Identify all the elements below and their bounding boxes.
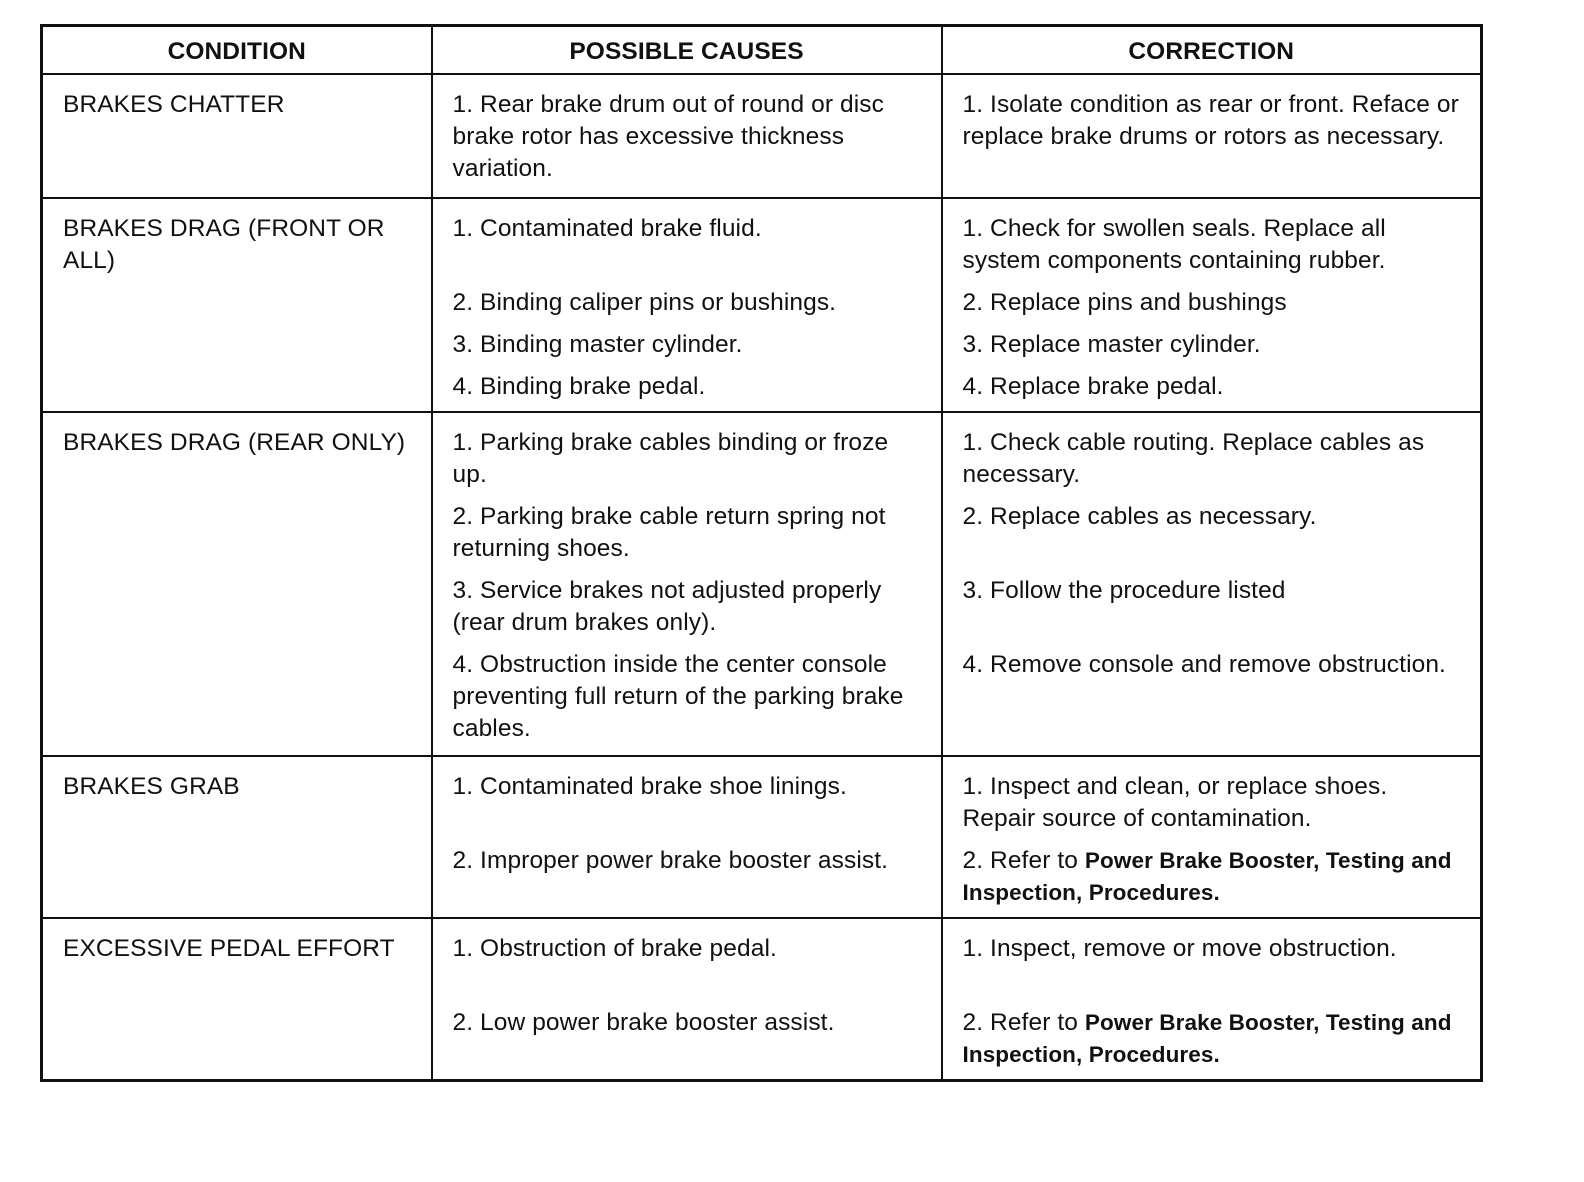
cause-item: 1. Rear brake drum out of round or disc brake rotor has excessive thickness variation. — [452, 91, 885, 182]
table-row — [42, 412, 1482, 756]
cause-item: 4. Binding brake pedal. — [452, 373, 706, 400]
correction-item: 1. Check cable routing. Replace cables as necessary. — [962, 429, 1425, 488]
cause-item: 3. Service brakes not adjusted properly (rear drum brakes only). — [452, 577, 882, 636]
correction-item: 1. Inspect, remove or move obstruction. — [962, 935, 1397, 962]
correction-cell — [942, 918, 1482, 1080]
header-possible-causes: POSSIBLE CAUSES — [432, 26, 942, 75]
correction-reference — [963, 845, 1463, 909]
correction-item: 3. Replace master cylinder. — [962, 331, 1261, 358]
cause-item: 2. Parking brake cable return spring not returning shoes. — [452, 503, 886, 562]
header-condition: CONDITION — [42, 26, 432, 75]
cause-item: 1. Contaminated brake shoe linings. — [452, 773, 847, 800]
correction-item: 1. Inspect and clean, or replace shoes. Repair source of contamination. — [962, 773, 1388, 832]
condition-cell: BRAKES DRAG (REAR ONLY) — [42, 412, 432, 756]
diagnosis-table — [40, 24, 1483, 1082]
condition-cell: BRAKES DRAG (FRONT OR ALL) — [42, 198, 432, 412]
header-row — [42, 26, 1482, 75]
causes-cell — [432, 74, 942, 198]
cause-item: 1. Obstruction of brake pedal. — [452, 935, 777, 962]
causes-cell — [432, 412, 942, 756]
correction-item: 2. Replace pins and bushings — [962, 289, 1287, 316]
cause-item: 1. Parking brake cables binding or froze up. — [452, 429, 889, 488]
table-row — [42, 756, 1482, 918]
correction-cell — [942, 412, 1482, 756]
condition-cell: BRAKES CHATTER — [42, 74, 432, 198]
correction-reference — [963, 1007, 1463, 1071]
correction-ref-bold: Power Brake Booster, Testing and Inspection, Procedures. — [962, 1010, 1452, 1067]
table-row — [42, 198, 1482, 412]
correction-cell — [942, 198, 1482, 412]
causes-cell — [432, 918, 942, 1080]
cause-item: 4. Obstruction inside the center console preventing full return of the parking brake cables. — [452, 651, 904, 742]
correction-ref-bold: Power Brake Booster, Testing and Inspection, Procedures. — [962, 848, 1452, 905]
header-correction: CORRECTION — [942, 26, 1482, 75]
causes-cell — [432, 198, 942, 412]
causes-cell — [432, 756, 942, 918]
correction-item: 1. Isolate condition as rear or front. Reface or replace brake drums or rotors as necessary. — [962, 91, 1459, 150]
table-row — [42, 74, 1482, 198]
condition-cell: EXCESSIVE PEDAL EFFORT — [42, 918, 432, 1080]
cause-item: 2. Improper power brake booster assist. — [452, 847, 889, 874]
correction-ref-prefix: 2. Refer to — [962, 1009, 1085, 1036]
cause-item: 1. Contaminated brake fluid. — [452, 215, 762, 242]
correction-ref-prefix: 2. Refer to — [962, 847, 1085, 874]
correction-item: 4. Remove console and remove obstruction. — [962, 651, 1446, 678]
correction-item: 2. Replace cables as necessary. — [962, 503, 1317, 530]
correction-cell — [942, 74, 1482, 198]
cause-item: 3. Binding master cylinder. — [452, 331, 743, 358]
correction-item: 3. Follow the procedure listed — [962, 577, 1286, 604]
condition-cell: BRAKES GRAB — [42, 756, 432, 918]
correction-item: 1. Check for swollen seals. Replace all system components containing rubber. — [962, 215, 1386, 274]
correction-item: 4. Replace brake pedal. — [962, 373, 1224, 400]
cause-item: 2. Low power brake booster assist. — [452, 1009, 835, 1036]
cause-item: 2. Binding caliper pins or bushings. — [452, 289, 837, 316]
table-row — [42, 918, 1482, 1080]
correction-cell — [942, 756, 1482, 918]
